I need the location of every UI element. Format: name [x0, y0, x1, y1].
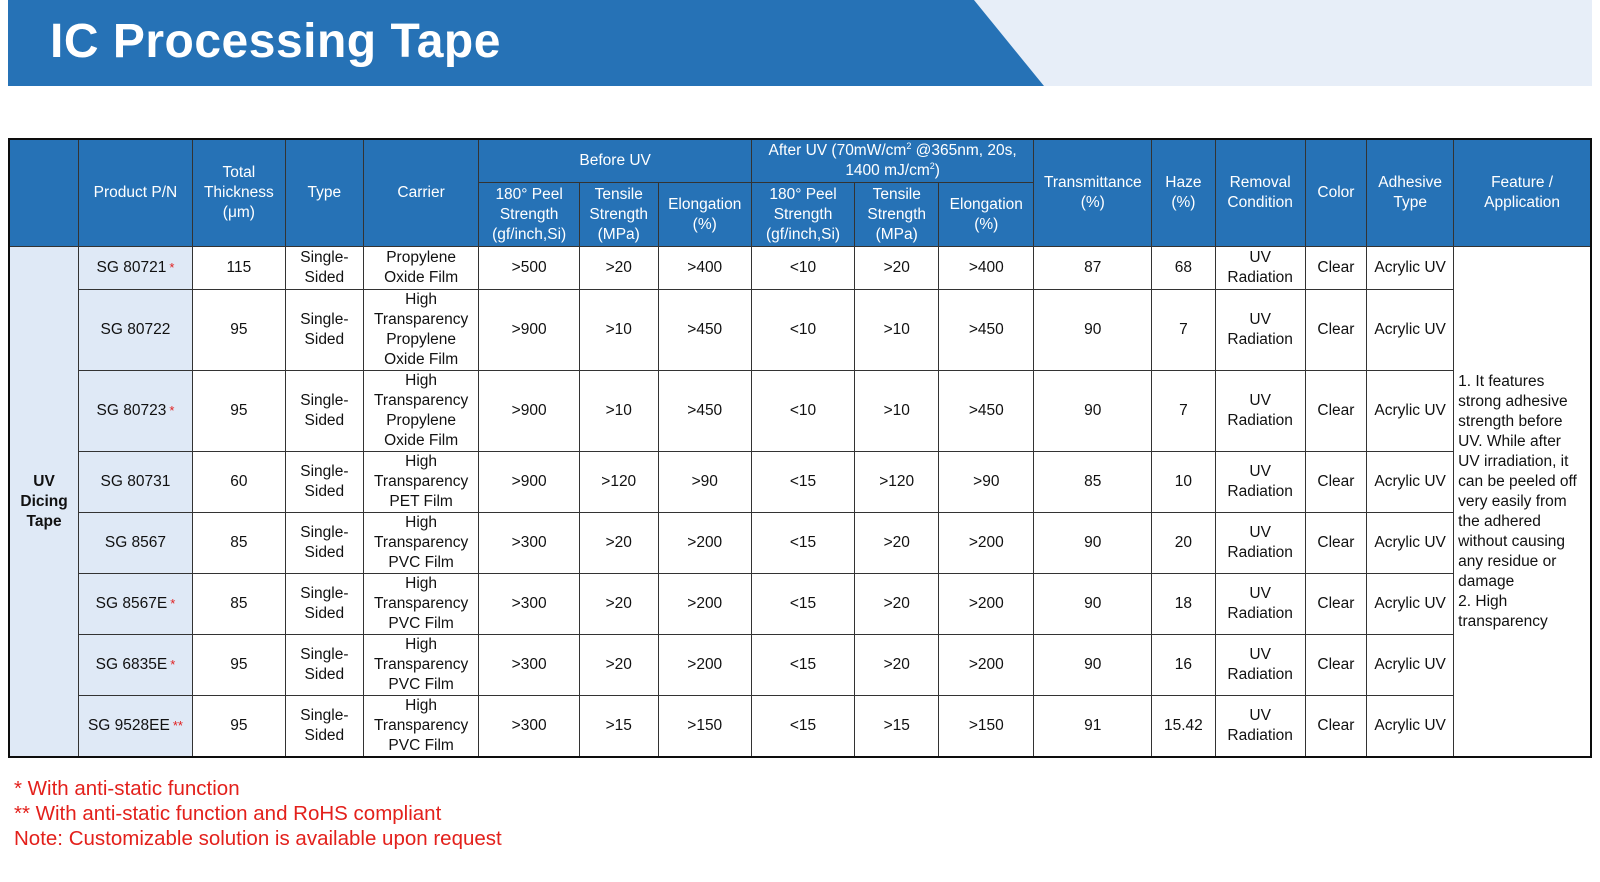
- carrier-cell: High Transparency PVC Film: [363, 696, 479, 758]
- removal-cell: UV Radiation: [1215, 574, 1305, 635]
- table-row: [9, 696, 1591, 758]
- mark-asterisk: *: [170, 657, 176, 672]
- haze-cell: 18: [1152, 574, 1215, 635]
- footnote-antistatic: * With anti-static function: [14, 777, 240, 800]
- header-adhesive: Adhesive Type: [1367, 139, 1454, 247]
- color-cell: Clear: [1305, 290, 1366, 371]
- peel-before-cell: >300: [479, 696, 579, 758]
- peel-after-cell: <10: [751, 247, 854, 290]
- adhesive-cell: Acrylic UV: [1367, 371, 1454, 452]
- removal-cell: UV Radiation: [1215, 371, 1305, 452]
- removal-cell: UV Radiation: [1215, 513, 1305, 574]
- elongation-after-cell: >400: [939, 247, 1034, 290]
- transmittance-cell: 90: [1034, 574, 1152, 635]
- header-removal: Removal Condition: [1215, 139, 1305, 247]
- product-pn-cell: SG 9528EE **: [79, 696, 193, 758]
- table-row: [9, 635, 1591, 696]
- type-cell: Single- Sided: [285, 247, 363, 290]
- transmittance-cell: 90: [1034, 635, 1152, 696]
- product-pn-cell: SG 8567E *: [79, 574, 193, 635]
- tensile-after-cell: >20: [855, 574, 939, 635]
- adhesive-cell: Acrylic UV: [1367, 696, 1454, 758]
- elongation-after-cell: >200: [939, 574, 1034, 635]
- peel-before-cell: >300: [479, 513, 579, 574]
- elongation-before-cell: >400: [658, 247, 751, 290]
- category-cell: UV Dicing Tape: [9, 247, 79, 758]
- page-title: IC Processing Tape: [50, 15, 501, 68]
- thickness-cell: 95: [192, 371, 285, 452]
- peel-after-cell: <15: [751, 574, 854, 635]
- peel-after-cell: <15: [751, 452, 854, 513]
- removal-cell: UV Radiation: [1215, 247, 1305, 290]
- tensile-before-cell: >20: [579, 574, 658, 635]
- carrier-cell: High Transparency PVC Film: [363, 635, 479, 696]
- thickness-cell: 115: [192, 247, 285, 290]
- thickness-cell: 60: [192, 452, 285, 513]
- feature-cell: 1. It features strong adhesive strength before UV. While after UV irradiation, it can be peeled off very easily from the adhered without causing any residue or damage 2. High transparency: [1454, 247, 1591, 758]
- transmittance-cell: 90: [1034, 371, 1152, 452]
- tensile-before-cell: >20: [579, 635, 658, 696]
- mark-asterisk: *: [169, 260, 175, 275]
- table-body: [9, 247, 1591, 758]
- color-cell: Clear: [1305, 371, 1366, 452]
- transmittance-cell: 87: [1034, 247, 1152, 290]
- adhesive-cell: Acrylic UV: [1367, 452, 1454, 513]
- header-color: Color: [1305, 139, 1366, 247]
- header-tensile-before: Tensile Strength (MPa): [579, 183, 658, 247]
- elongation-before-cell: >200: [658, 574, 751, 635]
- thickness-cell: 95: [192, 635, 285, 696]
- header-carrier: Carrier: [363, 139, 479, 247]
- header-elongation-after: Elongation (%): [939, 183, 1034, 247]
- header-total-thickness: Total Thickness (μm): [192, 139, 285, 247]
- carrier-cell: High Transparency PET Film: [363, 452, 479, 513]
- tensile-before-cell: >120: [579, 452, 658, 513]
- haze-cell: 15.42: [1152, 696, 1215, 758]
- footnote-customizable: Note: Customizable solution is available upon request: [14, 827, 502, 850]
- removal-cell: UV Radiation: [1215, 635, 1305, 696]
- header-product-pn: Product P/N: [79, 139, 193, 247]
- product-pn-cell: SG 6835E *: [79, 635, 193, 696]
- header-tensile-after: Tensile Strength (MPa): [855, 183, 939, 247]
- removal-cell: UV Radiation: [1215, 452, 1305, 513]
- tensile-after-cell: >10: [855, 371, 939, 452]
- product-pn-cell: SG 80723 *: [79, 371, 193, 452]
- color-cell: Clear: [1305, 452, 1366, 513]
- type-cell: Single- Sided: [285, 513, 363, 574]
- type-cell: Single- Sided: [285, 290, 363, 371]
- mark-asterisk: *: [169, 403, 175, 418]
- tensile-after-cell: >10: [855, 290, 939, 371]
- elongation-after-cell: >450: [939, 371, 1034, 452]
- haze-cell: 7: [1152, 371, 1215, 452]
- type-cell: Single- Sided: [285, 696, 363, 758]
- peel-after-cell: <15: [751, 513, 854, 574]
- peel-before-cell: >900: [479, 452, 579, 513]
- header-transmittance: Transmittance (%): [1034, 139, 1152, 247]
- peel-after-cell: <15: [751, 696, 854, 758]
- removal-cell: UV Radiation: [1215, 696, 1305, 758]
- tensile-after-cell: >120: [855, 452, 939, 513]
- tensile-before-cell: >10: [579, 290, 658, 371]
- elongation-before-cell: >90: [658, 452, 751, 513]
- product-pn-cell: SG 80731: [79, 452, 193, 513]
- spec-table: [8, 138, 1592, 758]
- haze-cell: 68: [1152, 247, 1215, 290]
- table-row: [9, 371, 1591, 452]
- title-banner: [8, 0, 1592, 88]
- thickness-cell: 95: [192, 696, 285, 758]
- tensile-before-cell: >20: [579, 247, 658, 290]
- adhesive-cell: Acrylic UV: [1367, 513, 1454, 574]
- tensile-after-cell: >15: [855, 696, 939, 758]
- type-cell: Single- Sided: [285, 635, 363, 696]
- adhesive-cell: Acrylic UV: [1367, 290, 1454, 371]
- elongation-after-cell: >200: [939, 513, 1034, 574]
- table-row: [9, 574, 1591, 635]
- header-haze: Haze (%): [1152, 139, 1215, 247]
- thickness-cell: 85: [192, 574, 285, 635]
- header-after-uv: After UV ($70mW/cm^2$ @365nm, 20s, 1400 $mJ/cm^2$): [751, 139, 1034, 183]
- elongation-after-cell: >200: [939, 635, 1034, 696]
- elongation-after-cell: >150: [939, 696, 1034, 758]
- elongation-before-cell: >450: [658, 290, 751, 371]
- elongation-after-cell: >90: [939, 452, 1034, 513]
- adhesive-cell: Acrylic UV: [1367, 635, 1454, 696]
- elongation-before-cell: >150: [658, 696, 751, 758]
- peel-after-cell: <10: [751, 371, 854, 452]
- adhesive-cell: Acrylic UV: [1367, 247, 1454, 290]
- carrier-cell: High Transparency Propylene Oxide Film: [363, 290, 479, 371]
- color-cell: Clear: [1305, 696, 1366, 758]
- peel-after-cell: <15: [751, 635, 854, 696]
- table-row: [9, 513, 1591, 574]
- category-header: [9, 139, 79, 247]
- transmittance-cell: 90: [1034, 290, 1152, 371]
- elongation-before-cell: >200: [658, 635, 751, 696]
- header-peel-before: 180° Peel Strength (gf/inch,Si): [479, 183, 579, 247]
- thickness-cell: 85: [192, 513, 285, 574]
- tensile-after-cell: >20: [855, 247, 939, 290]
- elongation-before-cell: >200: [658, 513, 751, 574]
- product-pn-cell: SG 80722: [79, 290, 193, 371]
- header-before-uv: Before UV: [479, 139, 751, 183]
- tensile-after-cell: >20: [855, 635, 939, 696]
- carrier-cell: High Transparency PVC Film: [363, 574, 479, 635]
- peel-before-cell: >500: [479, 247, 579, 290]
- header-type: Type: [285, 139, 363, 247]
- peel-after-cell: <10: [751, 290, 854, 371]
- color-cell: Clear: [1305, 247, 1366, 290]
- haze-cell: 16: [1152, 635, 1215, 696]
- transmittance-cell: 85: [1034, 452, 1152, 513]
- table-row: [9, 290, 1591, 371]
- header-elongation-before: Elongation (%): [658, 183, 751, 247]
- mark-asterisk: *: [170, 596, 176, 611]
- tensile-before-cell: >15: [579, 696, 658, 758]
- removal-cell: UV Radiation: [1215, 290, 1305, 371]
- thickness-cell: 95: [192, 290, 285, 371]
- tensile-before-cell: >10: [579, 371, 658, 452]
- tensile-after-cell: >20: [855, 513, 939, 574]
- elongation-after-cell: >450: [939, 290, 1034, 371]
- footnote-rohs: ** With anti-static function and RoHS compliant: [14, 802, 442, 825]
- peel-before-cell: >300: [479, 574, 579, 635]
- color-cell: Clear: [1305, 574, 1366, 635]
- peel-before-cell: >900: [479, 290, 579, 371]
- header-peel-after: 180° Peel Strength (gf/inch,Si): [751, 183, 854, 247]
- carrier-cell: High Transparency PVC Film: [363, 513, 479, 574]
- elongation-before-cell: >450: [658, 371, 751, 452]
- type-cell: Single- Sided: [285, 371, 363, 452]
- product-pn-cell: SG 8567: [79, 513, 193, 574]
- haze-cell: 7: [1152, 290, 1215, 371]
- peel-before-cell: >900: [479, 371, 579, 452]
- table-row: [9, 452, 1591, 513]
- product-pn-cell: SG 80721 *: [79, 247, 193, 290]
- adhesive-cell: Acrylic UV: [1367, 574, 1454, 635]
- carrier-cell: Propylene Oxide Film: [363, 247, 479, 290]
- tensile-before-cell: >20: [579, 513, 658, 574]
- carrier-cell: High Transparency Propylene Oxide Film: [363, 371, 479, 452]
- haze-cell: 10: [1152, 452, 1215, 513]
- table-row: [9, 247, 1591, 290]
- color-cell: Clear: [1305, 635, 1366, 696]
- haze-cell: 20: [1152, 513, 1215, 574]
- footnotes: [14, 776, 502, 851]
- header-feature: Feature / Application: [1454, 139, 1591, 247]
- color-cell: Clear: [1305, 513, 1366, 574]
- peel-before-cell: >300: [479, 635, 579, 696]
- type-cell: Single- Sided: [285, 452, 363, 513]
- mark-asterisk: **: [172, 718, 183, 733]
- type-cell: Single- Sided: [285, 574, 363, 635]
- transmittance-cell: 90: [1034, 513, 1152, 574]
- transmittance-cell: 91: [1034, 696, 1152, 758]
